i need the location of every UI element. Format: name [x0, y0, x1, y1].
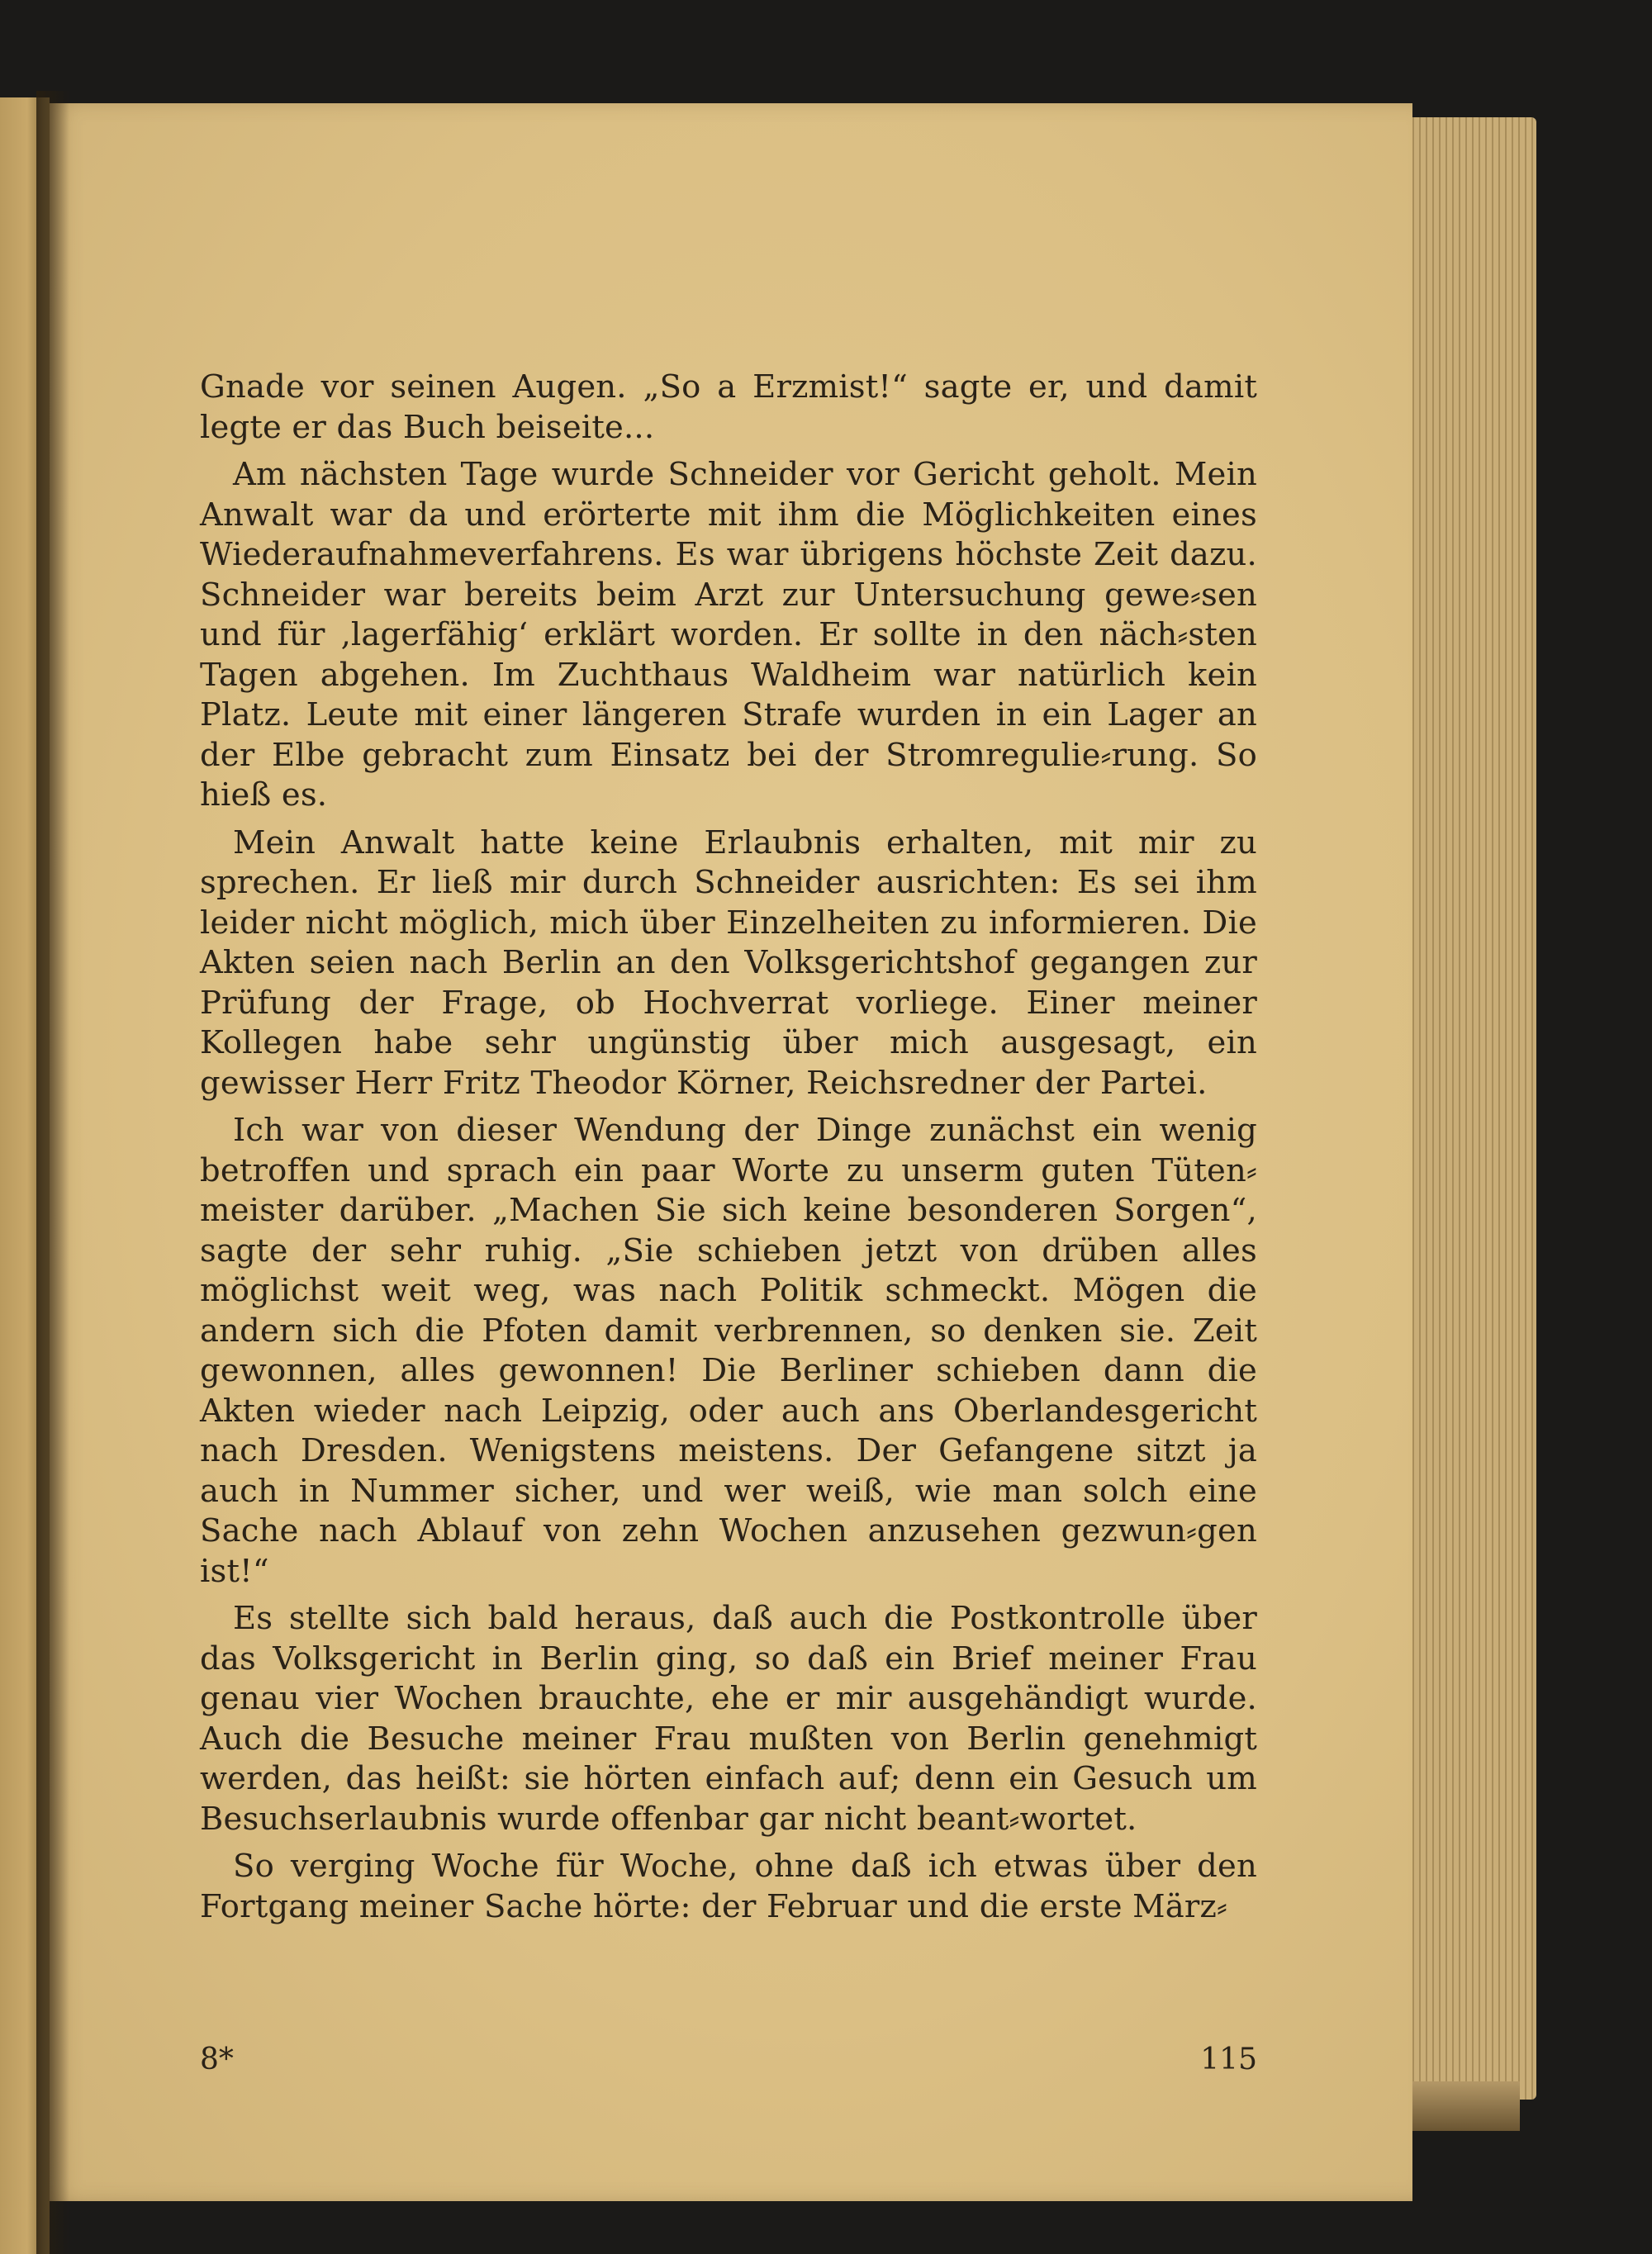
gutter-shadow: [36, 91, 69, 2254]
paragraph-2: Am nächsten Tage wurde Schneider vor Gericht geholt. Mein Anwalt war da und erörterte mit ihm die Möglichkeiten eines Wiederaufnahmeverfahrens. Es war übrigens höchste Zeit dazu. Schneider war bereits beim Arzt zur Untersuchung gewe⸗sen und für ‚lagerfähig‘ erklärt worden. Er sollte in den näch⸗sten Tagen abgehen. Im Zuchthaus Waldheim war natürlich kein Platz. Leute mit einer längeren Strafe wurden in ein Lager an der Elbe gebracht zum Einsatz bei der Stromregulie⸗rung. So hieß es.: [200, 456, 1257, 814]
paragraph-1: Gnade vor seinen Augen. „So a Erzmist!“ sagte er, und damit legte er das Buch beiseite...: [200, 368, 1257, 446]
signature-mark: 8*: [200, 2043, 234, 2076]
page-block-bottom: [1396, 2081, 1520, 2131]
paragraph-6: So verging Woche für Woche, ohne daß ich etwas über den Fortgang meiner Sache hörte: der Februar und die erste März⸗: [200, 1848, 1257, 1925]
page-number: 115: [1200, 2043, 1257, 2076]
paragraph-5: Es stellte sich bald heraus, daß auch die Postkontrolle über das Volksgericht in Berlin ging, so daß ein Brief meiner Frau genau vier Wochen brauchte, ehe er mir ausgehändigt wurde. Auch die Besuche meiner Frau mußten von Berlin genehmigt werden, das heißt: sie hörten einfach auf; denn ein Gesuch um Besuchserlaubnis wurde offenbar gar nicht beant⸗wortet.: [200, 1600, 1257, 1838]
paragraph-3: Mein Anwalt hatte keine Erlaubnis erhalten, mit mir zu sprechen. Er ließ mir durch Schneider ausrichten: Es sei ihm leider nicht möglich, mich über Einzelheiten zu informieren. Die Akten seien nach Berlin an den Volksgerichtshof gegangen zur Prüfung der Frage, ob Hochverrat vorliege. Einer meiner Kollegen habe sehr ungünstig über mich ausgesagt, ein gewisser Herr Fritz Theodor Körner, Reichsredner der Partei.: [200, 823, 1257, 1102]
paragraph-4: Ich war von dieser Wendung der Dinge zunächst ein wenig betroffen und sprach ein paar Worte zu unserm guten Tüten⸗meister darüber. „Machen Sie sich keine besonderen Sorgen“, sagte der sehr ruhig. „Sie schieben jetzt von drüben alles möglichst weit weg, was nach Politik schmeckt. Mögen die andern sich die Pfoten damit verbrennen, so denken sie. Zeit gewonnen, alles gewonnen! Die Berliner schieben dann die Akten wieder nach Leipzig, oder auch ans Oberlandesgericht nach Dresden. Wenigstens meistens. Der Gefangene sitzt ja auch in Nummer sicher, und wer weiß, wie man solch eine Sache nach Ablauf von zehn Wochen anzusehen gezwun⸗gen ist!“: [200, 1112, 1257, 1590]
body-text: [200, 368, 1257, 1934]
book-page: [50, 103, 1412, 2201]
